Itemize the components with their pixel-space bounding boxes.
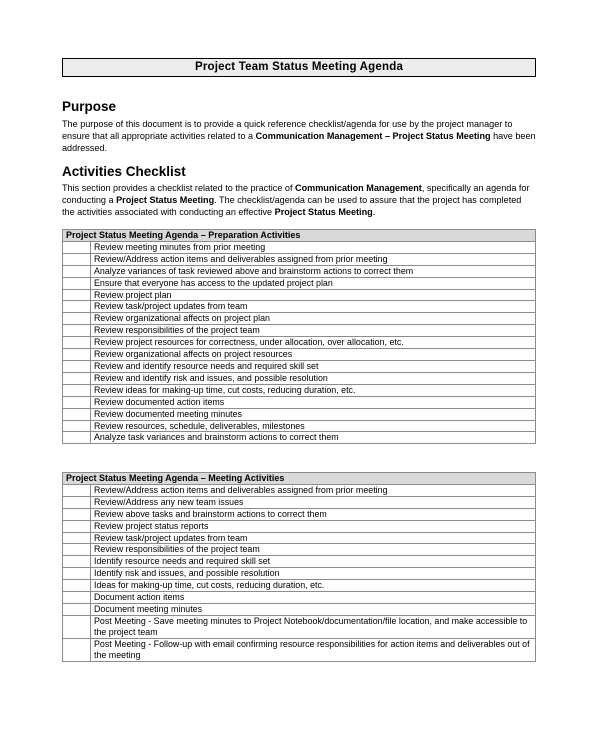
table-header: Project Status Meeting Agenda – Meeting Activities — [63, 473, 536, 485]
checklist-item: Review task/project updates from team — [91, 301, 536, 313]
table-row — [63, 603, 536, 615]
table-row — [63, 568, 536, 580]
checklist-item: Document meeting minutes — [91, 603, 536, 615]
checkbox-cell[interactable] — [63, 301, 91, 313]
table-row — [63, 556, 536, 568]
checkbox-cell[interactable] — [63, 265, 91, 277]
table-row — [63, 337, 536, 349]
checkbox-cell[interactable] — [63, 313, 91, 325]
table-header-row — [63, 473, 536, 485]
table-header-row — [63, 230, 536, 242]
checkbox-cell[interactable] — [63, 603, 91, 615]
meeting-checklist-table — [62, 472, 536, 662]
checkbox-cell[interactable] — [63, 508, 91, 520]
checklist-item: Review/Address action items and deliverables assigned from prior meeting — [91, 484, 536, 496]
checkbox-cell[interactable] — [63, 496, 91, 508]
checklist-item: Analyze variances of task reviewed above and brainstorm actions to correct them — [91, 265, 536, 277]
checkbox-cell[interactable] — [63, 638, 91, 661]
table-row — [63, 396, 536, 408]
checkbox-cell[interactable] — [63, 384, 91, 396]
table-row — [63, 408, 536, 420]
checklist-item: Document action items — [91, 592, 536, 604]
table-row — [63, 277, 536, 289]
table-row — [63, 325, 536, 337]
checkbox-cell[interactable] — [63, 592, 91, 604]
table-row — [63, 484, 536, 496]
checkbox-cell[interactable] — [63, 520, 91, 532]
table-row — [63, 360, 536, 372]
table-row — [63, 432, 536, 444]
checklist-item: Identify resource needs and required skill set — [91, 556, 536, 568]
checklist-item: Post Meeting - Save meeting minutes to Project Notebook/documentation/file location, and make accessible to the project team — [91, 615, 536, 638]
table-row — [63, 253, 536, 265]
table-row — [63, 420, 536, 432]
checklist-item: Review project resources for correctness, under allocation, over allocation, etc. — [91, 337, 536, 349]
table-row — [63, 592, 536, 604]
checklist-item: Review responsibilities of the project team — [91, 544, 536, 556]
checklist-item: Review resources, schedule, deliverables, milestones — [91, 420, 536, 432]
table-row — [63, 289, 536, 301]
checklist-item: Review documented meeting minutes — [91, 408, 536, 420]
document-title — [62, 58, 536, 77]
activities-paragraph: This section provides a checklist related to the practice of Communication Management, specifically an agenda for conducting a Project Status Meeting. The checklist/agenda can be used to assure that the project has completed the activities associated with conducting an effective Project Status Meeting. — [62, 183, 530, 218]
checklist-item: Review project status reports — [91, 520, 536, 532]
checkbox-cell[interactable] — [63, 532, 91, 544]
table-row — [63, 349, 536, 361]
table-row — [63, 241, 536, 253]
checkbox-cell[interactable] — [63, 325, 91, 337]
checklist-item: Review responsibilities of the project team — [91, 325, 536, 337]
checklist-item: Review and identify risk and issues, and possible resolution — [91, 372, 536, 384]
checkbox-cell[interactable] — [63, 568, 91, 580]
checkbox-cell[interactable] — [63, 277, 91, 289]
document-title-text: Project Team Status Meeting Agenda — [194, 61, 404, 73]
checkbox-cell[interactable] — [63, 253, 91, 265]
purpose-paragraph: The purpose of this document is to provide a quick reference checklist/agenda for use by the project manager to ensure that all appropriate activities related to a Communication Management – Project Status Meeting have been addressed. — [62, 119, 536, 154]
table-row — [63, 544, 536, 556]
checklist-item: Ideas for making-up time, cut costs, reducing duration, etc. — [91, 580, 536, 592]
table-header: Project Status Meeting Agenda – Preparation Activities — [63, 230, 536, 242]
checkbox-cell[interactable] — [63, 556, 91, 568]
checkbox-cell[interactable] — [63, 544, 91, 556]
checkbox-cell[interactable] — [63, 241, 91, 253]
checklist-item: Review organizational affects on project plan — [91, 313, 536, 325]
checkbox-cell[interactable] — [63, 484, 91, 496]
checklist-item: Identify risk and issues, and possible resolution — [91, 568, 536, 580]
table-row — [63, 580, 536, 592]
checklist-item: Review meeting minutes from prior meeting — [91, 241, 536, 253]
table-row — [63, 532, 536, 544]
checklist-item: Review documented action items — [91, 396, 536, 408]
checkbox-cell[interactable] — [63, 396, 91, 408]
table-row — [63, 301, 536, 313]
checkbox-cell[interactable] — [63, 360, 91, 372]
table-row — [63, 508, 536, 520]
checkbox-cell[interactable] — [63, 349, 91, 361]
checklist-item: Review/Address action items and deliverables assigned from prior meeting — [91, 253, 536, 265]
checkbox-cell[interactable] — [63, 580, 91, 592]
checklist-item: Review project plan — [91, 289, 536, 301]
table-row — [63, 638, 536, 661]
table-row — [63, 384, 536, 396]
table-row — [63, 372, 536, 384]
checklist-item: Review above tasks and brainstorm actions to correct them — [91, 508, 536, 520]
table-row — [63, 265, 536, 277]
preparation-checklist-table — [62, 229, 536, 444]
checkbox-cell[interactable] — [63, 408, 91, 420]
checklist-item: Analyze task variances and brainstorm actions to correct them — [91, 432, 536, 444]
table-row — [63, 496, 536, 508]
checklist-item: Review organizational affects on project resources — [91, 349, 536, 361]
checkbox-cell[interactable] — [63, 372, 91, 384]
purpose-heading: Purpose — [62, 99, 117, 114]
checkbox-cell[interactable] — [63, 337, 91, 349]
checklist-item: Review task/project updates from team — [91, 532, 536, 544]
checkbox-cell[interactable] — [63, 615, 91, 638]
activities-heading: Activities Checklist — [62, 164, 186, 179]
checklist-item: Ensure that everyone has access to the updated project plan — [91, 277, 536, 289]
checkbox-cell[interactable] — [63, 432, 91, 444]
checklist-item: Review ideas for making-up time, cut costs, reducing duration, etc. — [91, 384, 536, 396]
checklist-item: Review and identify resource needs and required skill set — [91, 360, 536, 372]
table-row — [63, 313, 536, 325]
checkbox-cell[interactable] — [63, 420, 91, 432]
table-row — [63, 615, 536, 638]
checklist-item: Post Meeting - Follow-up with email confirming resource responsibilities for action items and deliverables out of the meeting — [91, 638, 536, 661]
checkbox-cell[interactable] — [63, 289, 91, 301]
table-row — [63, 520, 536, 532]
checklist-item: Review/Address any new team issues — [91, 496, 536, 508]
